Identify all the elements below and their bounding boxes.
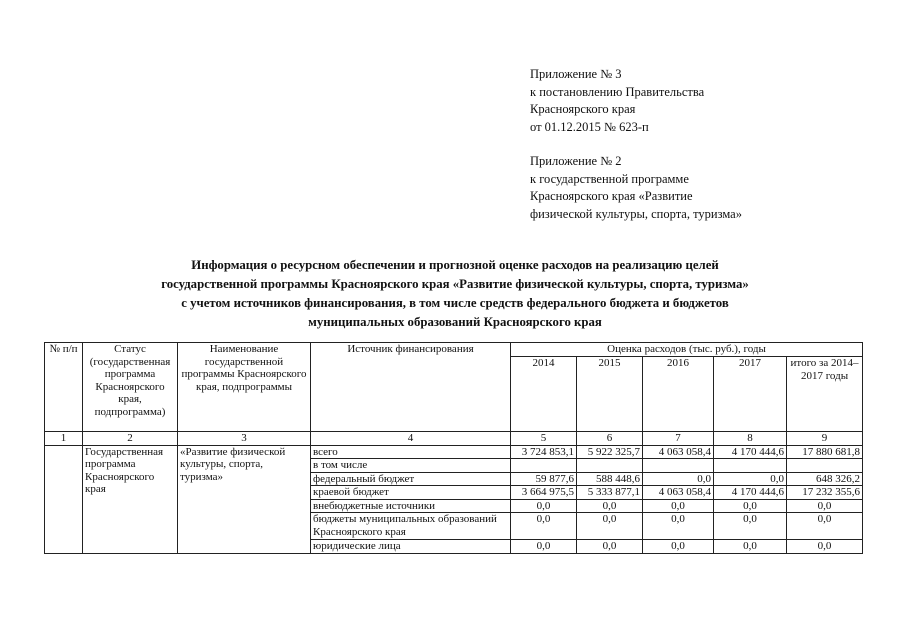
value-2015 <box>577 459 643 473</box>
value-2014: 0,0 <box>511 540 577 554</box>
source-cell: бюджеты муниципальных образований Красноярского края <box>311 513 511 540</box>
col-number: 6 <box>577 432 643 446</box>
value-2016: 0,0 <box>643 472 714 486</box>
value-2016: 4 063 058,4 <box>643 445 714 459</box>
row-num-cell <box>45 445 83 553</box>
value-2017 <box>714 459 787 473</box>
col-number: 3 <box>178 432 311 446</box>
column-number-row <box>45 432 863 446</box>
annex-2-line: к государственной программе <box>530 171 689 186</box>
source-cell: краевой бюджет <box>311 486 511 500</box>
value-total: 0,0 <box>787 540 863 554</box>
source-cell: внебюджетные источники <box>311 499 511 513</box>
col-number: 5 <box>511 432 577 446</box>
col-number: 1 <box>45 432 83 446</box>
value-2014: 0,0 <box>511 513 577 540</box>
status-cell: Государственная программа Красноярского края <box>83 445 178 553</box>
col-number: 7 <box>643 432 714 446</box>
col-number: 4 <box>311 432 511 446</box>
annex-2-line: физической культуры, спорта, туризма» <box>530 206 742 221</box>
value-2015: 5 333 877,1 <box>577 486 643 500</box>
title-line: государственной программы Красноярского края «Развитие физической культуры, спорта, туризма» <box>161 277 749 291</box>
annex-3-block <box>530 66 704 136</box>
col-number: 8 <box>714 432 787 446</box>
value-total: 17 232 355,6 <box>787 486 863 500</box>
value-2016: 0,0 <box>643 499 714 513</box>
value-total: 17 880 681,8 <box>787 445 863 459</box>
value-2015: 0,0 <box>577 513 643 540</box>
value-2014 <box>511 459 577 473</box>
value-2014: 3 724 853,1 <box>511 445 577 459</box>
header-estimate: Оценка расходов (тыс. руб.), годы <box>511 343 863 357</box>
value-2014: 59 877,6 <box>511 472 577 486</box>
source-cell: всего <box>311 445 511 459</box>
annex-2-line: Красноярского края «Развитие <box>530 189 693 203</box>
value-2015: 0,0 <box>577 499 643 513</box>
annex-2-block <box>530 153 742 223</box>
value-2017: 4 170 444,6 <box>714 445 787 459</box>
program-name-cell: «Развитие физической культуры, спорта, туризма» <box>178 445 311 553</box>
header-source: Источник финансирования <box>311 343 511 432</box>
header-name: Наименование государственной программы Красноярского края, подпрограммы <box>178 343 311 432</box>
annex-3-line: к постановлению Правительства <box>530 84 705 99</box>
header-status: Статус (государственная программа Красноярского края, подпрограмма) <box>83 343 178 432</box>
title-line: Информация о ресурсном обеспечении и прогнозной оценке расходов на реализацию целей <box>191 258 719 272</box>
value-2016: 0,0 <box>643 540 714 554</box>
source-cell: федеральный бюджет <box>311 472 511 486</box>
value-2016 <box>643 459 714 473</box>
value-2016: 4 063 058,4 <box>643 486 714 500</box>
financing-table <box>44 342 863 554</box>
header-year-2015: 2015 <box>577 357 643 432</box>
source-cell: в том числе <box>311 459 511 473</box>
value-2014: 3 664 975,5 <box>511 486 577 500</box>
header-year-2016: 2016 <box>643 357 714 432</box>
value-total: 0,0 <box>787 499 863 513</box>
table-row <box>45 445 863 459</box>
col-number: 9 <box>787 432 863 446</box>
title-line: муниципальных образований Красноярского края <box>308 315 602 329</box>
value-2014: 0,0 <box>511 499 577 513</box>
annex-3-line: Приложение № 3 <box>530 67 622 81</box>
header-year-2017: 2017 <box>714 357 787 432</box>
annex-2-line: Приложение № 2 <box>530 154 622 168</box>
value-total <box>787 459 863 473</box>
document-title <box>60 256 850 332</box>
value-2017: 0,0 <box>714 513 787 540</box>
value-2017: 0,0 <box>714 472 787 486</box>
value-2017: 0,0 <box>714 540 787 554</box>
annex-3-line: от 01.12.2015 № 623-п <box>530 119 649 134</box>
value-2017: 4 170 444,6 <box>714 486 787 500</box>
header-num: № п/п <box>45 343 83 432</box>
value-2015: 588 448,6 <box>577 472 643 486</box>
source-cell: юридические лица <box>311 540 511 554</box>
header-year-2014: 2014 <box>511 357 577 432</box>
header-total: итого за 2014–2017 годы <box>787 357 863 432</box>
value-2015: 0,0 <box>577 540 643 554</box>
annex-3-line: Красноярского края <box>530 102 636 116</box>
col-number: 2 <box>83 432 178 446</box>
value-2017: 0,0 <box>714 499 787 513</box>
value-total: 648 326,2 <box>787 472 863 486</box>
value-total: 0,0 <box>787 513 863 540</box>
title-line: с учетом источников финансирования, в том числе средств федерального бюджета и бюджетов <box>181 296 729 310</box>
value-2015: 5 922 325,7 <box>577 445 643 459</box>
value-2016: 0,0 <box>643 513 714 540</box>
